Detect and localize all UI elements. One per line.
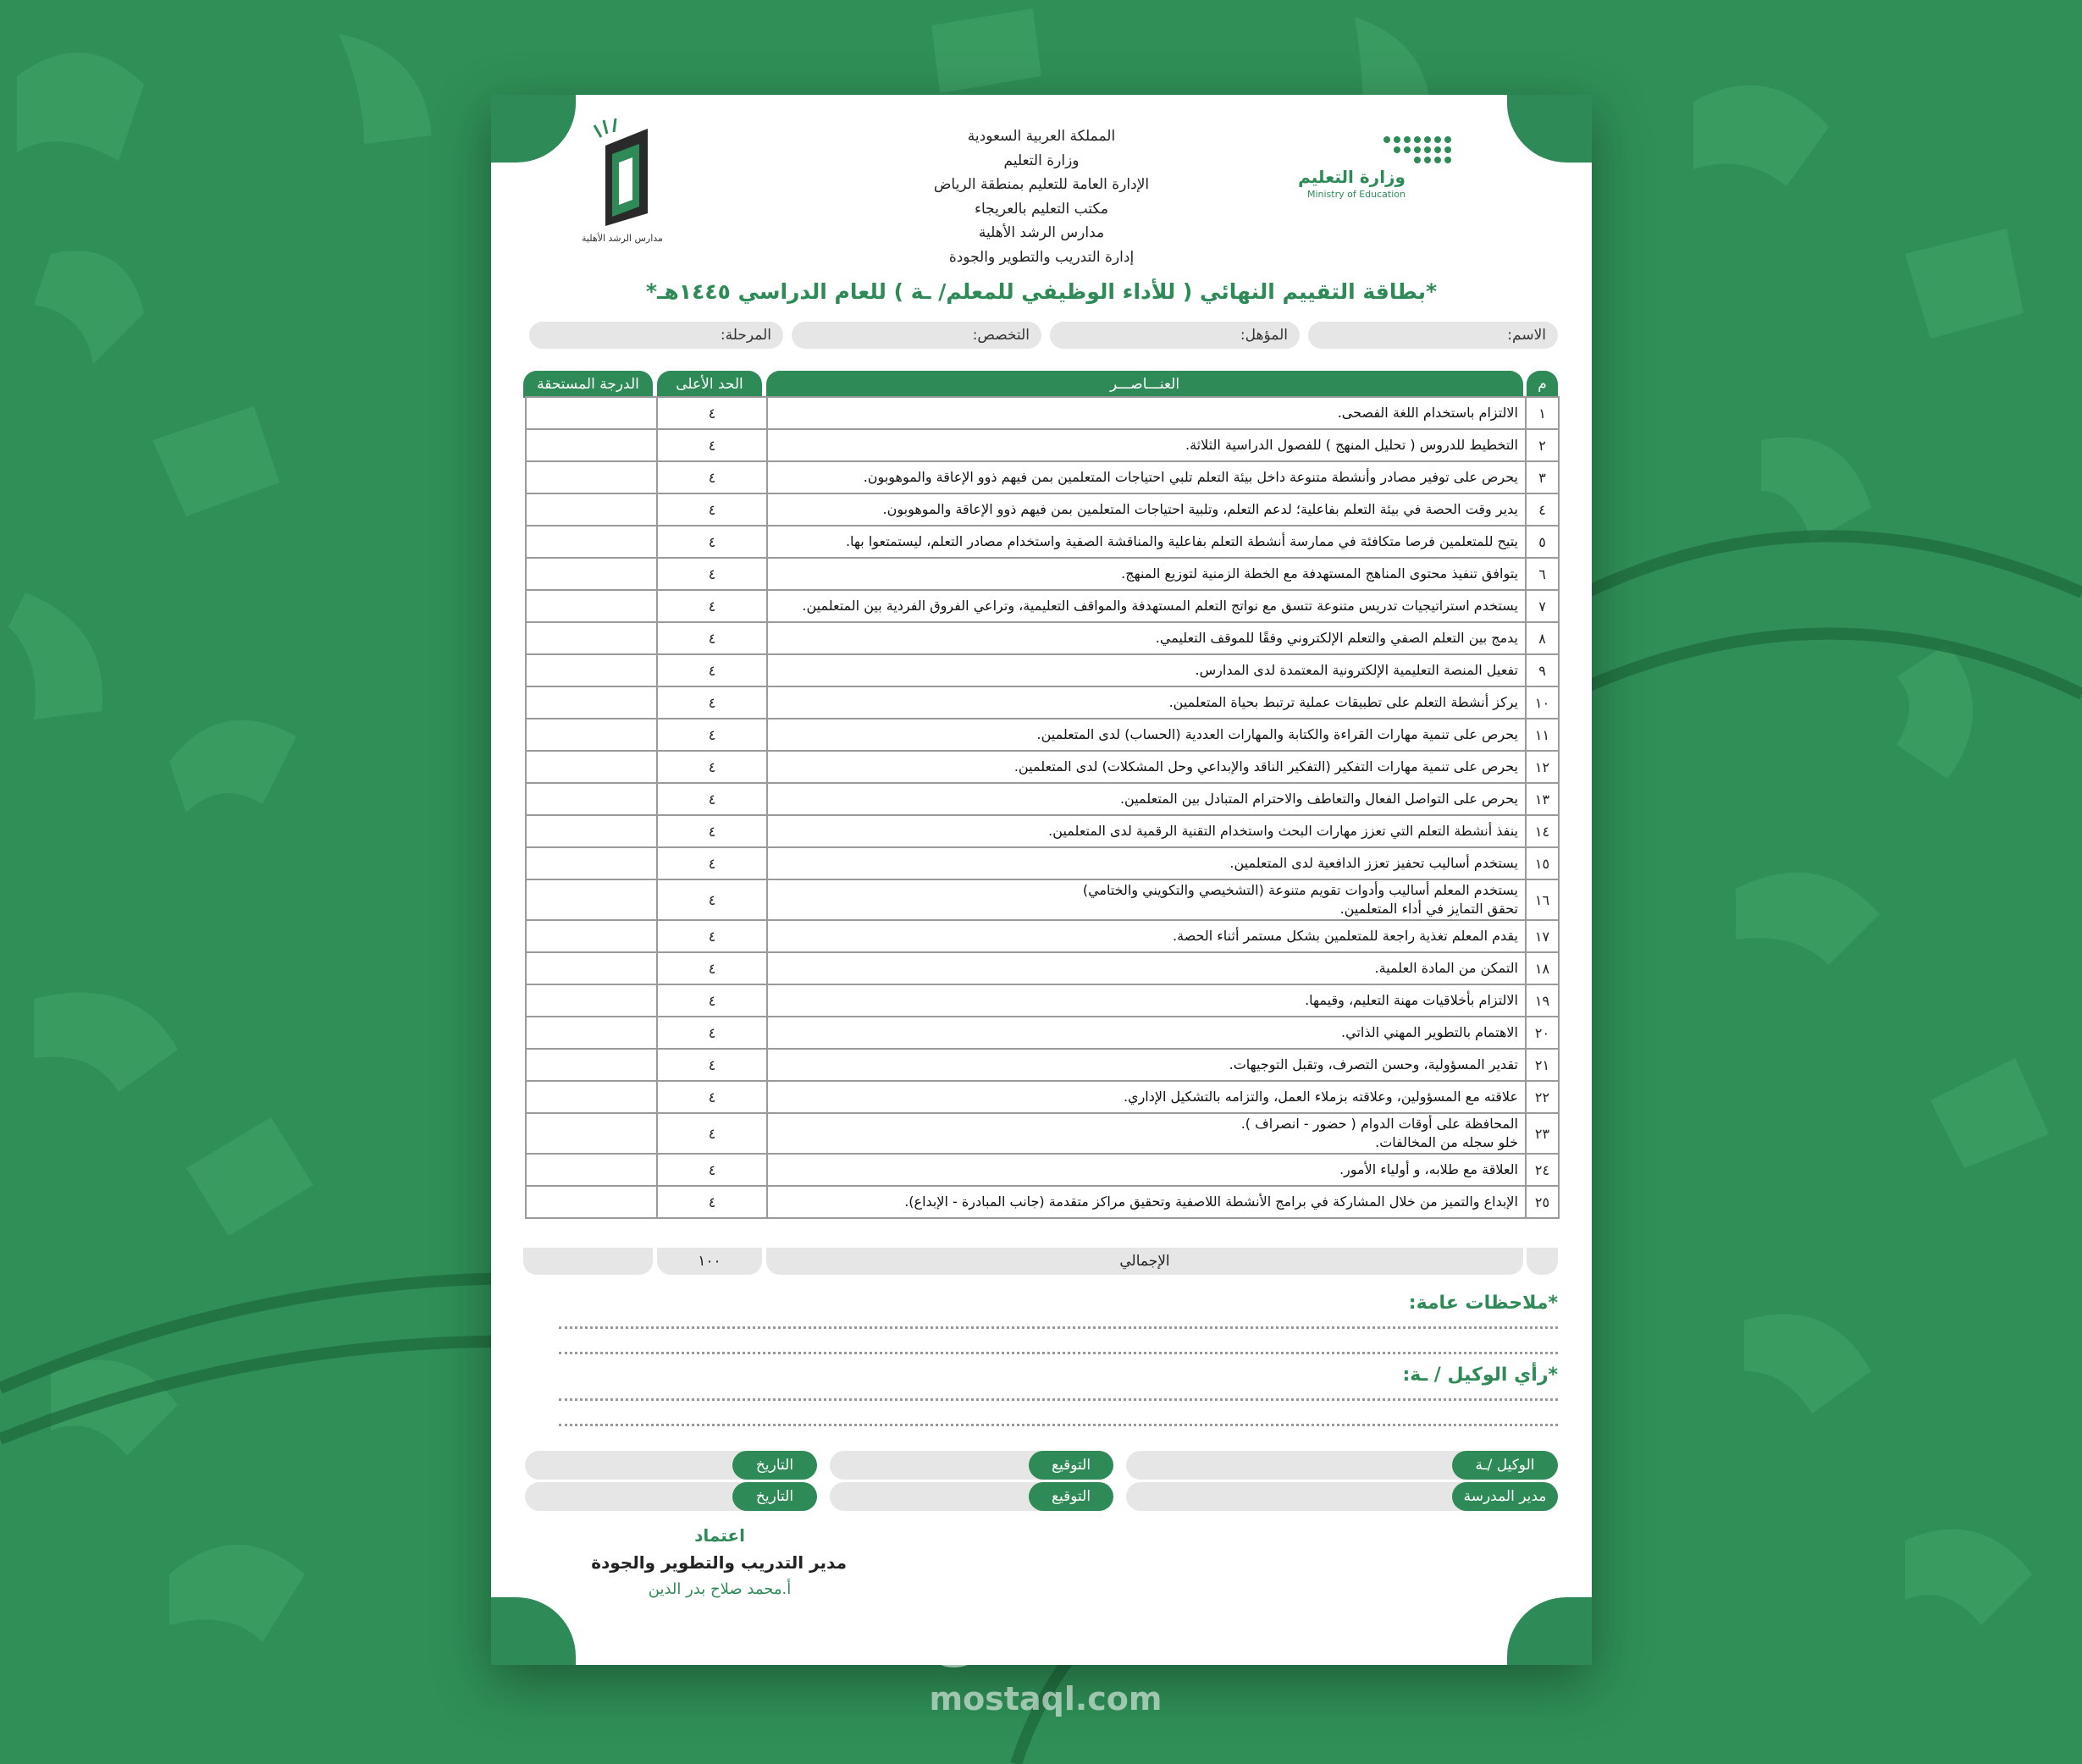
row-criterion: يحرص على تنمية مهارات القراءة والكتابة والمهارات العددية (الحساب) لدى المتعلمين.: [766, 719, 1527, 750]
table-row: [525, 752, 1560, 784]
row-criterion: الالتزام باستخدام اللغة الفصحى.: [766, 398, 1527, 428]
row-criterion: يتوافق تنفيذ محتوى المناهج المستهدفة مع الخطة الزمنية لتوزيع المنهج.: [766, 559, 1527, 589]
opinion-line[interactable]: [559, 1424, 1558, 1426]
row-number: ١١: [1525, 719, 1560, 750]
corner-decoration: [491, 1597, 576, 1665]
row-number: ١٩: [1525, 985, 1560, 1016]
evaluation-card: [491, 95, 1592, 1665]
watermark-url: mostaql.com: [929, 1680, 1162, 1717]
table-row: [525, 462, 1560, 494]
row-earned-score[interactable]: [525, 953, 658, 984]
row-max-score: ٤: [656, 985, 766, 1016]
column-header-elements: العنـــاصـــر: [766, 371, 1523, 398]
row-criterion: يحرص على توفير مصادر وأنشطة متنوعة داخل بيئة التعلم تلبي احتياجات المتعلمين بمن فيهم ذوو الإعاقة والموهوبون.: [766, 462, 1527, 493]
row-earned-score[interactable]: [525, 880, 658, 919]
table-row: [525, 591, 1560, 623]
row-criterion: المحافظة على أوقات الدوام ( حضور - انصراف ). خلو سجله من المخالفات.: [766, 1114, 1527, 1153]
row-max-score: ٤: [656, 655, 766, 686]
approval-name: أ.محمد صلاح بدر الدين: [648, 1580, 792, 1598]
row-earned-score[interactable]: [525, 1017, 658, 1048]
table-row: [525, 848, 1560, 880]
table-row: [525, 816, 1560, 848]
row-earned-score[interactable]: [525, 494, 658, 525]
column-header-max: الحد الأعلى: [657, 371, 762, 398]
row-earned-score[interactable]: [525, 985, 658, 1016]
row-number: ٢١: [1525, 1050, 1560, 1080]
row-number: ٢٢: [1525, 1082, 1560, 1112]
total-earned[interactable]: [523, 1248, 653, 1275]
row-max-score: ٤: [656, 1114, 766, 1153]
table-row: [525, 430, 1560, 462]
row-number: ١٠: [1525, 687, 1560, 718]
row-earned-score[interactable]: [525, 848, 658, 879]
row-number: ٧: [1525, 591, 1560, 621]
general-notes-label: *ملاحظات عامة:: [1408, 1293, 1558, 1314]
moe-name-en: Ministry of Education: [1306, 189, 1405, 200]
row-number: ٢٥: [1525, 1187, 1560, 1217]
row-earned-score[interactable]: [525, 1187, 658, 1217]
row-criterion: الالتزام بأخلاقيات مهنة التعليم، وقيمها.: [766, 985, 1527, 1016]
row-earned-score[interactable]: [525, 655, 658, 686]
row-max-score: ٤: [656, 719, 766, 750]
row-earned-score[interactable]: [525, 687, 658, 718]
row-criterion: العلاقة مع طلابه، و أولياء الأمور.: [766, 1155, 1527, 1185]
row-max-score: ٤: [656, 880, 766, 919]
agent-label: الوكيل /ـة: [1452, 1451, 1558, 1480]
table-row: [525, 494, 1560, 526]
row-criterion: تفعيل المنصة التعليمية الإلكترونية المعتمدة لدى المدارس.: [766, 655, 1527, 686]
approval-position: مدير التدريب والتطوير والجودة: [591, 1552, 847, 1573]
row-criterion: علاقته مع المسؤولين، وعلاقته بزملاء العمل، والتزامه بالتشكيل الإداري.: [766, 1082, 1527, 1112]
date-label: التاريخ: [732, 1451, 817, 1480]
row-max-score: ٤: [656, 591, 766, 621]
signature-label: التوقيع: [1029, 1482, 1113, 1511]
row-max-score: ٤: [656, 752, 766, 782]
school-logo-text: مدارس الرشد الأهلية: [582, 233, 663, 244]
row-criterion: يركز أنشطة التعلم على تطبيقات عملية ترتبط بحياة المتعلمين.: [766, 687, 1527, 718]
header-line: مكتب التعليم بالعريجاء: [975, 200, 1108, 218]
row-max-score: ٤: [656, 398, 766, 428]
table-row: [525, 1050, 1560, 1082]
table-row: [525, 953, 1560, 985]
row-max-score: ٤: [656, 921, 766, 951]
row-criterion: الاهتمام بالتطوير المهني الذاتي.: [766, 1017, 1527, 1048]
row-max-score: ٤: [656, 494, 766, 525]
row-earned-score[interactable]: [525, 921, 658, 951]
row-earned-score[interactable]: [525, 719, 658, 750]
total-num-cell: [1527, 1248, 1558, 1275]
row-earned-score[interactable]: [525, 1114, 658, 1153]
table-row: [525, 1114, 1560, 1155]
row-max-score: ٤: [656, 1017, 766, 1048]
row-criterion: يحرص على التواصل الفعال والتعاطف والاحترام المتبادل بين المتعلمين.: [766, 784, 1527, 814]
notes-line[interactable]: [559, 1352, 1558, 1354]
row-number: ٥: [1525, 526, 1560, 557]
row-criterion: يستخدم المعلم أساليب وأدوات تقويم متنوعة (التشخيصي والتكويني والختامي) تحقق التمايز في أداء المتعلمين.: [766, 880, 1527, 919]
row-criterion: يدير وقت الحصة في بيئة التعلم بفاعلية؛ لدعم التعلم، وتلبية احتياجات المتعلمين بمن فيهم ذوو الإعاقة والموهوبون.: [766, 494, 1527, 525]
row-criterion: يقدم المعلم تغذية راجعة للمتعلمين بشكل مستمر أثناء الحصة.: [766, 921, 1527, 951]
row-max-score: ٤: [656, 816, 766, 846]
table-row: [525, 1155, 1560, 1187]
table-row: [525, 880, 1560, 921]
row-max-score: ٤: [656, 623, 766, 653]
row-earned-score[interactable]: [525, 1050, 658, 1080]
row-max-score: ٤: [656, 1155, 766, 1185]
table-row: [525, 784, 1560, 816]
row-number: ١٣: [1525, 784, 1560, 814]
table-top-border: [525, 396, 1560, 398]
school-logo: [555, 112, 690, 256]
row-max-score: ٤: [656, 784, 766, 814]
header-line: إدارة التدريب والتطوير والجودة: [948, 248, 1135, 266]
row-earned-score[interactable]: [525, 816, 658, 846]
row-number: ٦: [1525, 559, 1560, 589]
stage-field[interactable]: المرحلة:: [529, 322, 783, 349]
table-row: [525, 687, 1560, 719]
signature-label: التوقيع: [1029, 1451, 1113, 1480]
row-max-score: ٤: [656, 462, 766, 493]
row-criterion: ينفذ أنشطة التعلم التي تعزز مهارات البحث واستخدام التقنية الرقمية لدى المتعلمين.: [766, 816, 1527, 846]
row-number: ٢٠: [1525, 1017, 1560, 1048]
row-criterion: التخطيط للدروس ( تحليل المنهج ) للفصول الدراسية الثلاثة.: [766, 430, 1527, 460]
principal-label: مدير المدرسة: [1452, 1482, 1558, 1511]
row-number: ٤: [1525, 494, 1560, 525]
row-max-score: ٤: [656, 1050, 766, 1080]
row-earned-score[interactable]: [525, 1155, 658, 1185]
header-text: [830, 124, 1253, 269]
table-row: [525, 1017, 1560, 1050]
row-max-score: ٤: [656, 559, 766, 589]
corner-decoration: [1507, 95, 1592, 163]
table-row: [525, 398, 1560, 430]
date-label: التاريخ: [732, 1482, 817, 1511]
row-number: ٨: [1525, 623, 1560, 653]
row-earned-score[interactable]: [525, 398, 658, 428]
row-number: ١٥: [1525, 848, 1560, 879]
agent-opinion-label: *رأي الوكيل / ـة:: [1402, 1364, 1558, 1386]
column-header-earned: الدرجة المستحقة: [523, 371, 653, 398]
row-max-score: ٤: [656, 526, 766, 557]
row-earned-score[interactable]: [525, 784, 658, 814]
row-max-score: ٤: [656, 430, 766, 460]
ministry-of-education-logo: [1298, 133, 1456, 201]
opinion-line[interactable]: [559, 1398, 1558, 1401]
row-number: ١٦: [1525, 880, 1560, 919]
header-line: الإدارة العامة للتعليم بمنطقة الرياض: [933, 176, 1150, 193]
row-max-score: ٤: [656, 1187, 766, 1217]
row-earned-score[interactable]: [525, 752, 658, 782]
moe-name-ar: وزارة التعليم: [1298, 167, 1405, 187]
table-row: [525, 1187, 1560, 1219]
row-max-score: ٤: [656, 953, 766, 984]
corner-decoration: [1507, 1597, 1592, 1665]
total-label: الإجمالي: [766, 1248, 1523, 1275]
row-criterion: يتيح للمتعلمين فرصا متكافئة في ممارسة أنشطة التعلم بفاعلية والمناقشة الصفية واستخدام مصادر التعلم، ليستمتعوا بها.: [766, 526, 1527, 557]
name-field[interactable]: الاسم:: [1308, 322, 1558, 349]
row-earned-score[interactable]: [525, 559, 658, 589]
qualification-field[interactable]: المؤهل:: [1050, 322, 1300, 349]
table-row: [525, 559, 1560, 591]
table-row: [525, 623, 1560, 655]
row-max-score: ٤: [656, 848, 766, 879]
row-criterion: يدمج بين التعلم الصفي والتعلم الإلكتروني وفقًا للموقف التعليمي.: [766, 623, 1527, 653]
row-number: ١٧: [1525, 921, 1560, 951]
row-earned-score[interactable]: [525, 526, 658, 557]
moe-dots-icon: [1363, 133, 1456, 167]
row-earned-score[interactable]: [525, 430, 658, 460]
row-number: ١٤: [1525, 816, 1560, 846]
approval-title: اعتماد: [694, 1525, 745, 1546]
specialization-field[interactable]: التخصص:: [792, 322, 1041, 349]
book-icon: [555, 112, 690, 230]
row-max-score: ٤: [656, 1082, 766, 1112]
row-criterion: يستخدم استراتيجيات تدريس متنوعة تتسق مع نواتج التعلم المستهدفة والمواقف التعليمية، وتراعي الفروق الفردية بين المتعلمين.: [766, 591, 1527, 621]
row-number: ١٢: [1525, 752, 1560, 782]
row-criterion: التمكن من المادة العلمية.: [766, 953, 1527, 984]
row-number: ٢٤: [1525, 1155, 1560, 1185]
row-number: ١: [1525, 398, 1560, 428]
table-row: [525, 655, 1560, 687]
notes-line[interactable]: [559, 1326, 1558, 1329]
watermark-logo-ar: مستقل: [931, 1600, 1161, 1673]
header-line: المملكة العربية السعودية: [967, 128, 1116, 145]
row-criterion: تقدير المسؤولية، وحسن التصرف، وتقبل التوجيهات.: [766, 1050, 1527, 1080]
row-criterion: الإبداع والتميز من خلال المشاركة في برامج الأنشطة اللاصفية وتحقيق مراكز متقدمة (جانب المبادرة - الإبداع).: [766, 1187, 1527, 1217]
table-row: [525, 985, 1560, 1017]
row-number: ٢: [1525, 430, 1560, 460]
table-row: [525, 1082, 1560, 1114]
row-number: ٢٣: [1525, 1114, 1560, 1153]
header-line: وزارة التعليم: [1003, 152, 1080, 169]
row-number: ٩: [1525, 655, 1560, 686]
row-criterion: يستخدم أساليب تحفيز تعزز الدافعية لدى المتعلمين.: [766, 848, 1527, 879]
row-max-score: ٤: [656, 687, 766, 718]
row-earned-score[interactable]: [525, 1082, 658, 1112]
table-row: [525, 526, 1560, 559]
total-max: ١٠٠: [657, 1248, 762, 1275]
row-criterion: يحرص على تنمية مهارات التفكير (التفكير الناقد والإبداعي وحل المشكلات) لدى المتعلمين.: [766, 752, 1527, 782]
page-title: *بطاقة التقييم النهائي ( للأداء الوظيفي للمعلم/ ـة ) للعام الدراسي ١٤٤٥هـ*: [645, 279, 1438, 304]
table-row: [525, 921, 1560, 953]
row-number: ١٨: [1525, 953, 1560, 984]
column-header-num: م: [1527, 371, 1558, 398]
row-earned-score[interactable]: [525, 462, 658, 493]
header-line: مدارس الرشد الأهلية: [978, 224, 1105, 241]
row-earned-score[interactable]: [525, 591, 658, 621]
row-number: ٣: [1525, 462, 1560, 493]
table-row: [525, 719, 1560, 752]
row-earned-score[interactable]: [525, 623, 658, 653]
